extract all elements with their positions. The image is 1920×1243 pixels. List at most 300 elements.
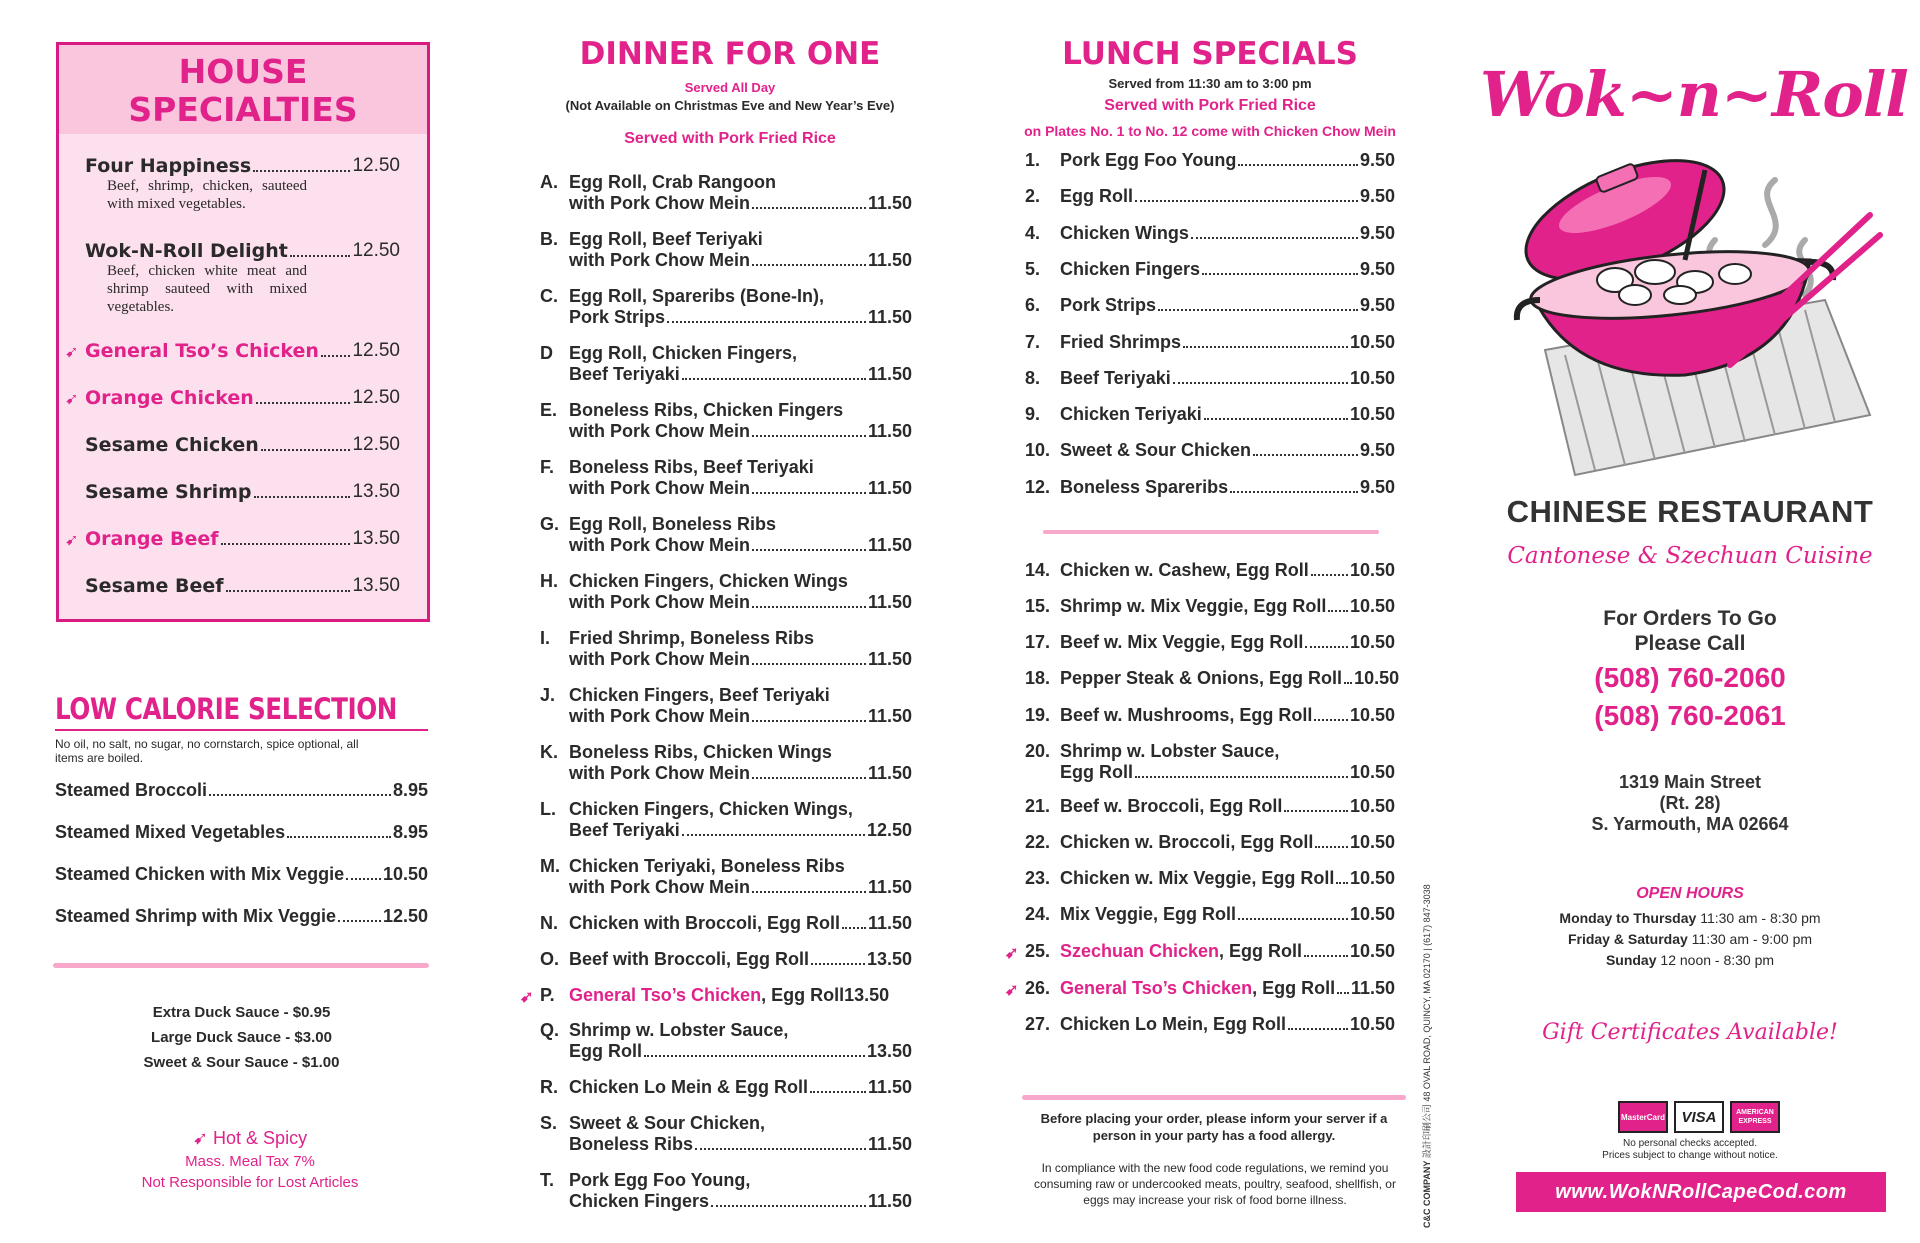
dinner-item[interactable] <box>540 628 912 670</box>
leader-dots <box>256 402 351 404</box>
dinner-item[interactable] <box>540 1113 912 1155</box>
menu-item-row <box>569 820 912 841</box>
dinner-item[interactable] <box>540 685 912 727</box>
menu-item-row <box>55 864 428 885</box>
leader-dots <box>1173 382 1348 384</box>
menu-item-row <box>1060 796 1395 817</box>
dinner-item[interactable] <box>540 1170 912 1212</box>
lunch-item[interactable] <box>1025 560 1395 581</box>
lunch-item[interactable] <box>1025 705 1395 726</box>
item-letter: E. <box>540 400 558 420</box>
item-number: 1. <box>1025 150 1041 170</box>
dinner-served: Served All Day <box>684 80 776 95</box>
house-specialty-item[interactable] <box>85 575 400 597</box>
item-line: Egg Roll, Boneless Ribs <box>569 514 777 534</box>
visa-icon: VISA <box>1674 1101 1724 1133</box>
item-price: 10.50 <box>1349 367 1395 388</box>
low-calorie-note: No oil, no salt, no sugar, no cornstarch, spice optional, all items are boiled. <box>55 737 359 765</box>
menu-item-row <box>85 434 400 456</box>
lunch-item[interactable] <box>1025 295 1395 316</box>
hours-row <box>1480 931 1900 947</box>
item-number: 27. <box>1025 1014 1051 1034</box>
dinner-item[interactable] <box>540 172 912 214</box>
item-name: Beef w. Mix Veggie, Egg Roll <box>1060 632 1304 652</box>
mastercard-icon: MasterCard <box>1618 1101 1668 1133</box>
item-line: Egg Roll, Crab Rangoon <box>569 172 776 192</box>
item-price: 12.50 <box>352 387 400 408</box>
house-specialty-item[interactable] <box>85 240 400 316</box>
item-price: 11.50 <box>867 1134 912 1154</box>
dinner-item[interactable] <box>540 856 912 898</box>
leader-dots <box>842 927 866 929</box>
item-letter: F. <box>540 457 555 477</box>
leader-dots <box>752 549 866 551</box>
menu-item-row <box>569 949 912 970</box>
menu-item-row <box>569 1134 912 1155</box>
lunch-item[interactable] <box>1025 259 1395 280</box>
item-letter: R. <box>540 1077 558 1097</box>
leader-dots <box>287 836 391 838</box>
item-name: Pork Strips <box>569 307 666 327</box>
item-name: with Pork Chow Mein <box>569 535 751 555</box>
leader-dots <box>1328 610 1348 612</box>
item-letter: S. <box>540 1113 558 1133</box>
item-number: 26. <box>1025 978 1051 998</box>
dinner-item[interactable] <box>540 229 912 271</box>
item-description: Beef, shrimp, chicken, sauteed with mixed vegetables. <box>107 178 307 212</box>
leader-dots <box>752 663 866 665</box>
house-specialty-item[interactable] <box>85 434 400 456</box>
menu-item-row <box>569 307 912 328</box>
lunch-item[interactable] <box>1025 596 1395 617</box>
item-price: 12.50 <box>382 906 428 926</box>
item-line: Fried Shrimp, Boneless Ribs <box>569 628 815 648</box>
menu-item-row <box>569 985 912 1006</box>
lunch-item[interactable] <box>1005 978 1395 999</box>
item-name: Pork Strips <box>1060 295 1157 316</box>
menu-item-row <box>1060 1014 1395 1035</box>
dinner-item[interactable] <box>540 343 912 385</box>
item-price: 11.50 <box>867 592 912 612</box>
menu-item-row <box>569 706 912 727</box>
dinner-not-available: (Not Available on Christmas Eve and New Year’s Eve) <box>565 98 895 113</box>
item-name: with Pork Chow Mein <box>569 250 751 270</box>
spicy-icon: ➹ <box>520 989 534 1006</box>
item-line: Boneless Ribs, Chicken Fingers <box>569 400 844 420</box>
item-price: 13.50 <box>866 1041 912 1061</box>
item-price: 9.50 <box>1359 150 1395 170</box>
item-name: with Pork Chow Mein <box>569 763 751 783</box>
lunch-item[interactable] <box>1025 741 1395 783</box>
item-name: Chicken Lo Mein & Egg Roll <box>569 1077 809 1097</box>
item-price: 10.50 <box>382 864 428 884</box>
menu-item-row <box>1060 440 1395 461</box>
low-calorie-rule <box>55 729 428 731</box>
item-name: Shrimp w. Mix Veggie, Egg Roll <box>1060 596 1327 616</box>
item-price: 13.50 <box>352 481 400 502</box>
menu-item-row <box>1060 186 1395 207</box>
item-letter: T. <box>540 1170 555 1190</box>
leader-dots <box>290 255 351 257</box>
dinner-item[interactable] <box>540 286 912 328</box>
item-name: , Egg Roll <box>1252 978 1336 998</box>
item-letter: B. <box>540 229 558 249</box>
item-price: 8.95 <box>392 780 428 800</box>
item-price: 10.50 <box>1349 832 1395 852</box>
menu-item-row <box>569 250 912 271</box>
printer-credit: C&C COMPANY 設計印刷公司 48 OVAL ROAD, QUINCY, MA 02170 | (617) 847-3038 <box>1422 884 1432 1228</box>
menu-item-row <box>1060 259 1395 280</box>
item-name: Steamed Mixed Vegetables <box>55 822 286 842</box>
house-specialty-item[interactable] <box>85 155 400 213</box>
hours-row <box>1480 910 1900 926</box>
leader-dots <box>1191 237 1358 239</box>
leader-dots <box>752 777 866 779</box>
item-name: Chicken Fingers <box>1060 258 1201 279</box>
item-name: with Pork Chow Mein <box>569 649 751 669</box>
item-price: 10.50 <box>1349 632 1395 652</box>
hours-time: 11:30 am - 9:00 pm <box>1691 931 1813 947</box>
leader-dots <box>1336 882 1348 884</box>
menu-item-row <box>1060 705 1395 726</box>
item-letter: Q. <box>540 1020 560 1040</box>
hours-day: Friday & Saturday <box>1567 931 1688 947</box>
item-name: General Tso’s Chicken <box>569 985 762 1005</box>
lunch-item[interactable] <box>1025 796 1395 817</box>
address: 1319 Main Street (Rt. 28) S. Yarmouth, MA 02664 <box>1591 772 1789 834</box>
lunch-item[interactable] <box>1025 223 1395 244</box>
menu-item-row <box>55 780 428 801</box>
leader-dots <box>711 1205 866 1207</box>
item-name: Chicken w. Cashew, Egg Roll <box>1060 560 1309 580</box>
lunch-item[interactable] <box>1025 632 1395 653</box>
menu-item-row <box>569 364 912 385</box>
leader-dots <box>1183 346 1348 348</box>
menu-item-row <box>85 575 400 597</box>
lunch-served: Served from 11:30 am to 3:00 pm <box>1108 76 1312 91</box>
leader-dots <box>1314 719 1348 721</box>
menu-item-row <box>85 155 400 177</box>
lunch-served-with: Served with Pork Fried Rice <box>1104 97 1316 114</box>
house-specialty-item[interactable] <box>85 481 400 503</box>
allergy-notice: Before placing your order, please inform your server if a person in your party has a food allergy. <box>1040 1111 1388 1143</box>
lost-articles-note: Not Responsible for Lost Articles <box>141 1174 359 1191</box>
item-name: Beef Teriyaki <box>569 820 680 840</box>
lunch-item[interactable] <box>1005 941 1395 962</box>
item-name: with Pork Chow Mein <box>569 193 751 213</box>
lunch-item[interactable] <box>1025 868 1395 889</box>
item-number: 17. <box>1025 632 1051 652</box>
item-name: with Pork Chow Mein <box>569 706 751 726</box>
phone-2[interactable]: (508) 760-2061 <box>1594 700 1786 731</box>
item-number: 7. <box>1025 331 1041 352</box>
item-letter: G. <box>540 514 560 534</box>
item-number: 12. <box>1025 476 1051 497</box>
item-price: 10.50 <box>1349 762 1395 782</box>
menu-item-row <box>1060 596 1395 617</box>
item-name: Beef w. Mushrooms, Egg Roll <box>1060 705 1313 725</box>
leader-dots <box>1204 418 1348 420</box>
dinner-item[interactable] <box>540 949 912 970</box>
item-price: 10.50 <box>1349 904 1395 924</box>
item-line: Egg Roll, Spareribs (Bone-In), <box>569 286 825 306</box>
item-name: with Pork Chow Mein <box>569 592 751 612</box>
amex-icon: AMERICAN EXPRESS <box>1730 1101 1780 1133</box>
menu-item-row <box>1060 868 1395 889</box>
leader-dots <box>261 449 351 451</box>
menu-item-row <box>1060 223 1395 244</box>
leader-dots <box>1230 491 1358 493</box>
item-name: with Pork Chow Mein <box>569 478 751 498</box>
menu-item-row <box>85 481 400 503</box>
lunch-item[interactable] <box>1025 368 1395 389</box>
item-letter: K. <box>540 742 558 762</box>
item-name: Pork Egg Foo Young <box>1060 150 1237 170</box>
leader-dots <box>254 496 351 498</box>
item-letter: D <box>540 343 553 363</box>
menu-item-row <box>85 240 400 262</box>
lunch-title: LUNCH SPECIALS <box>1062 36 1358 72</box>
open-hours-title: OPEN HOURS <box>1636 885 1744 902</box>
hours-day: Sunday <box>1605 952 1657 968</box>
restaurant-logo: Wok~n~Roll <box>1480 58 1908 131</box>
dinner-item[interactable] <box>520 985 912 1006</box>
leader-dots <box>1158 309 1358 311</box>
menu-item-row <box>569 1191 912 1212</box>
item-number: 10. <box>1025 440 1051 461</box>
item-name-highlight: Szechuan Chicken <box>1060 941 1220 961</box>
low-calorie-item[interactable] <box>55 780 428 801</box>
payment-notes: No personal checks accepted. Prices subject to change without notice. <box>1602 1138 1778 1161</box>
lunch-item[interactable] <box>1025 904 1395 925</box>
item-line: Shrimp w. Lobster Sauce, <box>1060 741 1280 761</box>
menu-item-row <box>55 906 428 927</box>
item-price: 13.50 <box>844 985 890 1005</box>
item-name: General Tso’s Chicken <box>85 340 319 362</box>
dinner-item[interactable] <box>540 571 912 613</box>
allergy-divider <box>1022 1095 1406 1100</box>
item-name: Steamed Broccoli <box>55 780 208 800</box>
dinner-item[interactable] <box>540 913 912 934</box>
leader-dots <box>752 891 866 893</box>
item-number: 25. <box>1025 941 1051 961</box>
house-specialty-item[interactable] <box>65 340 400 362</box>
item-price: 11.50 <box>867 706 912 726</box>
leader-dots <box>1315 846 1348 848</box>
item-price: 10.50 <box>1349 331 1395 352</box>
item-price: 12.50 <box>352 434 400 455</box>
item-name: Fried Shrimps <box>1060 331 1182 352</box>
leader-dots <box>752 492 866 494</box>
lunch-item[interactable] <box>1025 668 1400 689</box>
item-price: 10.50 <box>1349 404 1395 425</box>
item-name-highlight: General Tso’s Chicken <box>1060 978 1253 998</box>
item-name: Egg Roll <box>1060 762 1133 782</box>
menu-item-row <box>569 421 912 442</box>
item-name: Sesame Chicken <box>85 434 259 456</box>
item-line: Egg Roll, Chicken Fingers, <box>569 343 798 363</box>
dinner-item[interactable] <box>540 1077 912 1098</box>
item-line: Boneless Ribs, Beef Teriyaki <box>569 457 814 477</box>
item-line: Chicken Fingers, Beef Teriyaki <box>569 685 830 705</box>
dinner-item[interactable] <box>540 799 912 841</box>
leader-dots <box>1238 918 1348 920</box>
leader-dots <box>209 794 391 796</box>
menu-item-row <box>569 649 912 670</box>
item-name: Chicken w. Mix Veggie, Egg Roll <box>1060 868 1335 888</box>
item-price: 12.50 <box>352 340 400 361</box>
lunch-item[interactable] <box>1025 404 1395 425</box>
dinner-item[interactable] <box>540 400 912 442</box>
dinner-item[interactable] <box>540 514 912 556</box>
menu-item-row <box>1060 404 1395 425</box>
dinner-title: DINNER FOR ONE <box>579 36 881 72</box>
item-price: 13.50 <box>866 949 912 969</box>
lunch-item[interactable] <box>1025 1014 1395 1035</box>
gift-certificates: Gift Certificates Available! <box>1542 1020 1838 1045</box>
dinner-item[interactable] <box>540 1020 912 1062</box>
item-price: 11.50 <box>1350 978 1395 998</box>
leader-dots <box>752 720 866 722</box>
leader-dots <box>1238 164 1358 166</box>
sauce-price: Sweet & Sour Sauce - $1.00 <box>143 1054 340 1071</box>
item-price: 11.50 <box>867 763 912 783</box>
lunch-divider <box>1043 530 1379 534</box>
menu-item-row <box>1060 941 1395 962</box>
house-specialty-item[interactable] <box>65 528 400 550</box>
lunch-item[interactable] <box>1025 440 1395 461</box>
item-price: 9.50 <box>1359 222 1395 243</box>
item-letter: O. <box>540 949 560 969</box>
item-name: Sweet & Sour Chicken <box>1060 440 1252 461</box>
item-letter: M. <box>540 856 560 876</box>
item-price: 12.50 <box>352 240 400 261</box>
lunch-item[interactable] <box>1025 832 1395 853</box>
menu-item-row <box>569 1077 912 1098</box>
menu-item-row <box>569 535 912 556</box>
divider-bar <box>53 963 429 968</box>
item-name: Beef Teriyaki <box>1060 367 1171 388</box>
wok-illustration <box>1505 150 1885 480</box>
low-calorie-item[interactable] <box>55 864 428 885</box>
leader-dots <box>810 1091 866 1093</box>
item-name: Chicken w. Broccoli, Egg Roll <box>1060 832 1314 852</box>
hot-spicy-legend: ➹ Hot & Spicy <box>192 1128 308 1148</box>
leader-dots <box>1304 955 1348 957</box>
item-name: Steamed Chicken with Mix Veggie <box>55 864 345 884</box>
item-price: 11.50 <box>867 913 912 933</box>
leader-dots <box>346 878 381 880</box>
item-price: 11.50 <box>867 877 912 897</box>
menu-item-row <box>1060 332 1395 353</box>
menu-item-row <box>1060 832 1395 853</box>
low-calorie-item[interactable] <box>55 822 428 843</box>
item-price: 11.50 <box>867 1191 912 1211</box>
item-price: 10.50 <box>1349 941 1395 961</box>
item-name: Four Happiness <box>85 155 252 177</box>
item-price: 9.50 <box>1359 258 1395 279</box>
menu-item-row <box>1060 904 1395 925</box>
low-calorie-item[interactable] <box>55 906 428 927</box>
item-price: 10.50 <box>1354 668 1400 688</box>
item-number: 8. <box>1025 367 1041 388</box>
item-description: Beef, chicken white meat and shrimp sauteed with mixed vegetables. <box>107 263 307 315</box>
leader-dots <box>1337 992 1349 994</box>
leader-dots <box>752 606 866 608</box>
item-number: 24. <box>1025 904 1051 924</box>
menu-item-row <box>1060 632 1395 653</box>
item-price: 11.50 <box>867 421 912 441</box>
website-link[interactable]: www.WokNRollCapeCod.com <box>1516 1172 1886 1212</box>
menu-item-row <box>569 193 912 214</box>
house-specialties-title: HOUSE SPECIALTIES <box>59 45 427 134</box>
item-line: Egg Roll, Beef Teriyaki <box>569 229 763 249</box>
item-name: , Egg Roll <box>1219 941 1303 961</box>
dinner-item[interactable] <box>540 457 912 499</box>
item-line: Pork Egg Foo Young, <box>569 1170 751 1190</box>
item-line: Boneless Ribs, Chicken Wings <box>569 742 832 762</box>
lunch-item[interactable] <box>1025 332 1395 353</box>
hours-time: 12 noon - 8:30 pm <box>1660 952 1775 968</box>
item-number: 14. <box>1025 560 1051 580</box>
lunch-item[interactable] <box>1025 186 1395 207</box>
menu-item-row <box>569 592 912 613</box>
item-line: Shrimp w. Lobster Sauce, <box>569 1020 789 1040</box>
item-line: Sweet & Sour Chicken, <box>569 1113 766 1133</box>
item-name: Beef with Broccoli, Egg Roll <box>569 949 810 969</box>
item-name: Beef w. Broccoli, Egg Roll <box>1060 796 1283 816</box>
item-price: 11.50 <box>867 478 912 498</box>
item-price: 9.50 <box>1359 295 1395 316</box>
item-name: Boneless Spareribs <box>1060 476 1229 497</box>
item-price: 10.50 <box>1349 868 1395 888</box>
item-price: 10.50 <box>1349 560 1395 580</box>
menu-item-row <box>85 528 400 550</box>
leader-dots <box>321 355 351 357</box>
item-name: Chicken Teriyaki <box>1060 404 1202 425</box>
menu-item-row <box>569 913 912 934</box>
phone-1[interactable]: (508) 760-2060 <box>1594 662 1786 693</box>
item-name: Wok-N-Roll Delight <box>85 240 288 262</box>
menu-item-row <box>569 478 912 499</box>
leader-dots <box>752 264 866 266</box>
restaurant-type: CHINESE RESTAURANT <box>1506 494 1874 529</box>
house-specialty-item[interactable] <box>65 387 400 409</box>
item-price: 11.50 <box>867 307 912 327</box>
lunch-item[interactable] <box>1025 150 1395 171</box>
cuisine-tagline: Cantonese & Szechuan Cuisine <box>1507 543 1873 569</box>
menu-item-row <box>1060 295 1395 316</box>
orders-to-go: For Orders To Go Please Call <box>1603 607 1777 655</box>
menu-item-row <box>1060 978 1395 999</box>
item-price: 10.50 <box>1349 705 1395 725</box>
item-name: Chicken with Broccoli, Egg Roll <box>569 913 841 933</box>
item-name: Mix Veggie, Egg Roll <box>1060 904 1237 924</box>
item-name: Beef Teriyaki <box>569 364 680 384</box>
spicy-icon: ➹ <box>1005 982 1019 999</box>
item-price: 10.50 <box>1349 796 1395 816</box>
menu-item-row <box>569 763 912 784</box>
leader-dots <box>338 920 381 922</box>
spicy-icon: ➹ <box>1005 945 1019 962</box>
item-number: 4. <box>1025 222 1041 243</box>
dinner-item[interactable] <box>540 742 912 784</box>
item-name-suffix: , Egg Roll <box>761 985 845 1005</box>
lunch-item[interactable] <box>1025 477 1395 498</box>
item-name: with Pork Chow Mein <box>569 421 751 441</box>
menu-item-row <box>569 1041 912 1062</box>
item-price: 9.50 <box>1359 186 1395 207</box>
